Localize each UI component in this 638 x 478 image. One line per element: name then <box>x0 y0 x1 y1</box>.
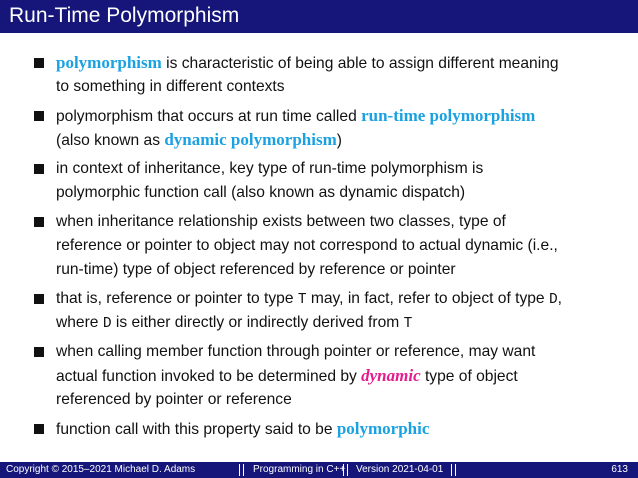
bullet-square-icon <box>34 164 44 174</box>
bullet-line: referenced by pointer or reference <box>56 391 292 408</box>
footer-separator <box>239 464 244 476</box>
bullet-line: polymorphism that occurs at run time called run-time polymorphism <box>56 106 536 125</box>
bullet-square-icon <box>34 347 44 357</box>
bullet-square-icon <box>34 58 44 68</box>
code-identifier: D <box>548 292 558 308</box>
bullet-line: in context of inheritance, key type of run-time polymorphism is <box>56 160 484 177</box>
bullet-line: to something in different contexts <box>56 78 285 95</box>
footer-copyright: Copyright © 2015–2021 Michael D. Adams <box>6 464 196 475</box>
keyword-term: dynamic <box>361 366 421 385</box>
bullet-line: when inheritance relationship exists between two classes, type of <box>56 213 506 230</box>
bullet-line: actual function invoked to be determined by dynamic type of object <box>56 366 518 385</box>
code-identifier: D <box>102 316 112 332</box>
keyword-term: run-time polymorphism <box>361 106 536 125</box>
bullet-line: (also known as dynamic polymorphism) <box>56 130 342 149</box>
bullet-line: run-time) type of object referenced by reference or pointer <box>56 261 456 278</box>
footer-separator <box>451 464 456 476</box>
bullet-line: that is, reference or pointer to type T may, in fact, refer to object of type D, <box>56 290 562 308</box>
bullet-square-icon <box>34 217 44 227</box>
bullet-line: polymorphism is characteristic of being able to assign different meaning <box>56 53 559 72</box>
keyword-term: dynamic polymorphism <box>164 130 337 149</box>
bullet-line: polymorphic function call (also known as dynamic dispatch) <box>56 184 466 201</box>
slide-footer <box>0 462 638 478</box>
slide-title: Run-Time Polymorphism <box>9 4 240 27</box>
keyword-term: polymorphic <box>336 419 430 438</box>
bullet-square-icon <box>34 111 44 121</box>
bullet-square-icon <box>34 294 44 304</box>
bullet-line: when calling member function through pointer or reference, may want <box>56 343 536 360</box>
bullet-line: where D is either directly or indirectly derived from T <box>56 314 413 332</box>
footer-page-number: 613 <box>611 464 628 475</box>
footer-version: Version 2021-04-01 <box>356 464 444 475</box>
code-identifier: T <box>403 316 413 332</box>
bullet-square-icon <box>34 424 44 434</box>
keyword-term: polymorphism <box>56 53 162 72</box>
code-identifier: T <box>297 292 307 308</box>
footer-course: Programming in C++ <box>253 464 346 475</box>
footer-separator <box>343 464 348 476</box>
bullet-line: function call with this property said to be polymorphic <box>56 419 430 438</box>
bullet-line: reference or pointer to object may not correspond to actual dynamic (i.e., <box>56 237 558 254</box>
